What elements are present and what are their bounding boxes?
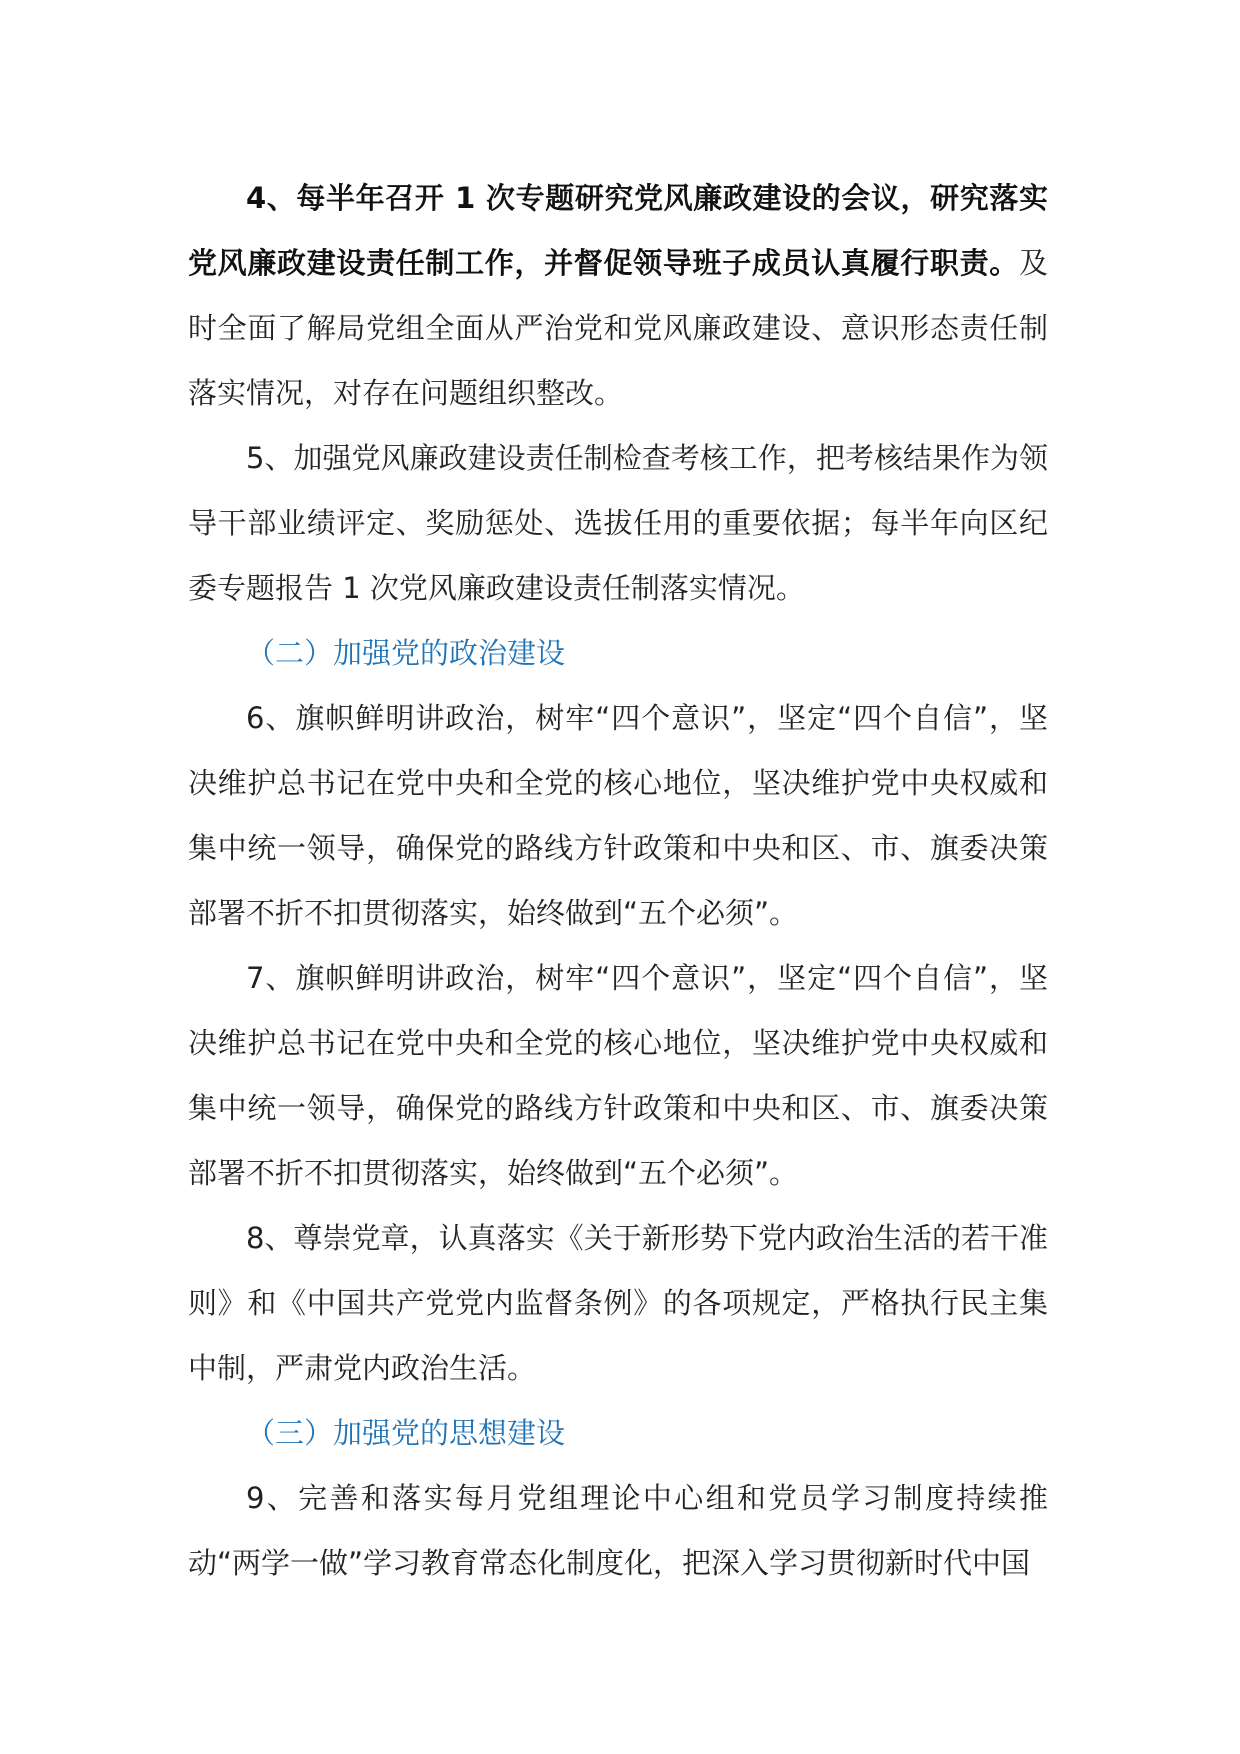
paragraph-item-6 — [188, 686, 1048, 946]
paragraph-text: 8、尊崇党章，认真落实《关于新形势下党内政治生活的若干准则》和《中国共产党党内监督条例》的各项规定，严格执行民主集中制，严肃党内政治生活。 — [188, 1221, 1048, 1385]
paragraph-item-7 — [188, 946, 1048, 1206]
paragraph-text: 及时全面了解局党组全面从严治党和党风廉政建设、意识形态责任制落实情况，对存在问题组织整改。 — [188, 246, 1048, 410]
paragraph-item-5 — [188, 426, 1048, 621]
paragraph-text: 9、完善和落实每月党组理论中心组和党员学习制度持续推动“两学一做”学习教育常态化制度化，把深入学习贯彻新时代中国 — [188, 1481, 1048, 1580]
section-heading-political: （二）加强党的政治建设 — [246, 636, 566, 670]
document-body — [188, 166, 1048, 1596]
paragraph-text: 6、旗帜鲜明讲政治，树牢“四个意识”，坚定“四个自信”，坚决维护总书记在党中央和全党的核心地位，坚决维护党中央权威和集中统一领导，确保党的路线方针政策和中央和区、市、旗委决策部署不折不扣贯彻落实，始终做到“五个必须”。 — [188, 701, 1048, 930]
paragraph-text: 5、加强党风廉政建设责任制检查考核工作，把考核结果作为领导干部业绩评定、奖励惩处、选拔任用的重要依据；每半年向区纪委专题报告 1 次党风廉政建设责任制落实情况。 — [188, 441, 1048, 605]
section-heading-ideological: （三）加强党的思想建设 — [246, 1416, 566, 1450]
paragraph-item-9 — [188, 1466, 1048, 1596]
paragraph-lead-bold: 4、每半年召开 1 次专题研究党风廉政建设的会议，研究落实党风廉政建设责任制工作，并督促领导班子成员认真履行职责。 — [188, 181, 1048, 280]
paragraph-item-4 — [188, 166, 1048, 426]
paragraph-item-8 — [188, 1206, 1048, 1401]
paragraph-text: 7、旗帜鲜明讲政治，树牢“四个意识”，坚定“四个自信”，坚决维护总书记在党中央和全党的核心地位，坚决维护党中央权威和集中统一领导，确保党的路线方针政策和中央和区、市、旗委决策部署不折不扣贯彻落实，始终做到“五个必须”。 — [188, 961, 1048, 1190]
